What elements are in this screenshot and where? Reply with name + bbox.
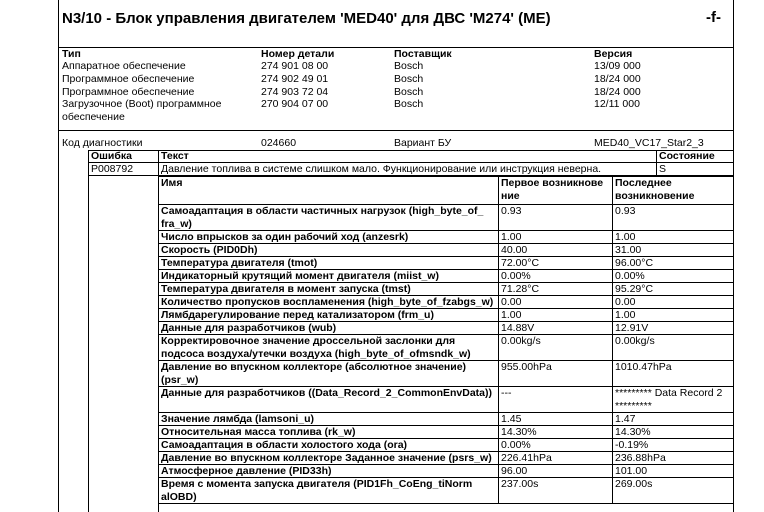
parts-row-type: Программное обеспечение [62,86,195,98]
env-row-first-value: --- [501,387,512,399]
env-row-name: Индикаторный крутящий момент двигателя (miist_w) [161,270,439,282]
diag-variant-label: Вариант БУ [394,137,452,149]
parts-row-number: 270 904 07 00 [261,98,329,110]
env-row-last-value: 101.00 [615,465,648,477]
env-header-last: Последнее возникновение [615,177,695,202]
parts-row-type: Аппаратное обеспечение [62,60,186,72]
diag-code-value: 024660 [261,137,297,149]
fault-text: Давление топлива в системе слишком мало. Функционирование или инструкция неверна. [161,163,602,175]
diag-code-label: Код диагностики [62,137,143,149]
env-row-name: Давление во впускном коллекторе Заданное значение (psrs_w) [161,452,492,464]
env-row-last-value: 1010.47hPa [615,361,672,373]
env-row-last-value: 96.00°C [615,257,654,269]
env-row-name: Относительная масса топлива (rk_w) [161,426,356,438]
parts-row-number: 274 901 08 00 [261,60,329,72]
fault-code: P008792 [91,163,134,175]
env-row-first-value: 40.00 [501,244,528,256]
env-row-name: Время с момента запуска двигателя (PID1Fh_CoEng_tiNorm alOBD) [161,478,473,503]
fault-header-state: Состояние [659,150,715,162]
parts-row-number: 274 903 72 04 [261,86,329,98]
env-col-divider [612,176,613,503]
parts-header-number: Номер детали [261,48,335,60]
fault-header-text: Текст [161,150,189,162]
env-row-line [158,503,733,504]
env-row-first-value: 0.00% [501,270,531,282]
env-row-first-value: 1.00 [501,231,522,243]
parts-header-type: Тип [62,48,81,60]
env-row-last-value: 1.47 [615,413,636,425]
env-row-last-value: 1.00 [615,231,636,243]
env-row-first-value: 1.45 [501,413,522,425]
env-row-last-value: ********* Data Record 2 ********* [615,387,723,412]
parts-row-version: 13/09 000 [594,60,641,72]
env-row-name: Температура двигателя в момент запуска (tmst) [161,283,411,295]
env-row-first-value: 955.00hPa [501,361,552,373]
parts-header-supplier: Поставщик [394,48,452,60]
env-row-name: Корректировочное значение дроссельной заслонки для подсоса воздуха/утечки воздуха (high_byte_of_ofmsndk_w) [161,335,471,360]
env-row-first-value: 14.88V [501,322,535,334]
env-row-last-value: 1.00 [615,309,636,321]
env-row-first-value: 0.00% [501,439,531,451]
parts-bottom-divider [58,130,733,131]
env-row-first-value: 72.00°C [501,257,540,269]
env-row-first-value: 96.00 [501,465,528,477]
env-row-first-value: 14.30% [501,426,537,438]
env-row-name: Самоадаптация в области частичных нагрузок (high_byte_of_ fra_w) [161,205,484,230]
env-row-first-value: 237.00s [501,478,539,490]
env-row-last-value: 0.93 [615,205,636,217]
env-row-last-value: 269.00s [615,478,653,490]
env-header-name: Имя [161,177,183,189]
env-header-first: Первое возникнове ние [501,177,604,202]
env-row-last-value: 0.00 [615,296,636,308]
parts-header-version: Версия [594,48,633,60]
page-title: N3/10 - Блок управления двигателем 'MED40' для ДВС 'M274' (ME) [62,10,551,27]
diag-variant-value: MED40_VC17_Star2_3 [594,137,704,149]
env-row-name: Температура двигателя (tmot) [161,257,318,269]
env-row-last-value: 14.30% [615,426,651,438]
parts-row-number: 274 902 49 01 [261,73,329,85]
fault-header-code: Ошибка [91,150,132,162]
env-row-name: Число впрысков за один рабочий ход (anzesrk) [161,231,409,243]
env-row-name: Атмосферное давление (PID33h) [161,465,332,477]
env-col-divider [498,176,499,503]
env-row-last-value: 0.00kg/s [615,335,655,347]
env-row-name: Данные для разработчиков (wub) [161,322,337,334]
parts-row-version: 18/24 000 [594,73,641,85]
env-row-name: Лямбдарегулирование перед катализатором (frm_u) [161,309,434,321]
fault-state: S [659,163,667,175]
env-row-name: Скорость (PID0Dh) [161,244,258,256]
parts-row-type: Программное обеспечение [62,73,195,85]
env-row-name: Данные для разработчиков ((Data_Record_2_CommonEnvData)) [161,387,492,399]
env-row-first-value: 0.00kg/s [501,335,541,347]
env-row-name: Самоадаптация в области холостого хода (ora) [161,439,408,451]
env-row-last-value: 12.91V [615,322,649,334]
env-row-first-value: 1.00 [501,309,522,321]
parts-row-supplier: Bosch [394,98,424,110]
parts-row-supplier: Bosch [394,60,424,72]
page-tag: -f- [706,9,721,26]
env-row-first-value: 71.28°C [501,283,540,295]
parts-row-type: Загрузочное (Boot) программное обеспечение [62,98,222,123]
env-row-first-value: 0.00 [501,296,522,308]
env-row-last-value: 31.00 [615,244,642,256]
env-row-last-value: 0.00% [615,270,645,282]
env-row-first-value: 0.93 [501,205,522,217]
parts-row-supplier: Bosch [394,73,424,85]
parts-row-version: 18/24 000 [594,86,641,98]
env-row-last-value: 95.29°C [615,283,654,295]
env-row-last-value: -0.19% [615,439,649,451]
parts-row-version: 12/11 000 [594,98,640,110]
fault-state-divider [656,150,657,176]
env-row-name: Давление во впускном коллекторе (абсолютное значение) (psr_w) [161,361,467,386]
fault-left-border [88,150,89,512]
env-row-last-value: 236.88hPa [615,452,666,464]
env-row-first-value: 226.41hPa [501,452,552,464]
env-row-name: Значение лямбда (lamsoni_u) [161,413,314,425]
env-row-name: Количество пропусков воспламенения (high_byte_of_fzabgs_w) [161,296,494,308]
parts-row-supplier: Bosch [394,86,424,98]
